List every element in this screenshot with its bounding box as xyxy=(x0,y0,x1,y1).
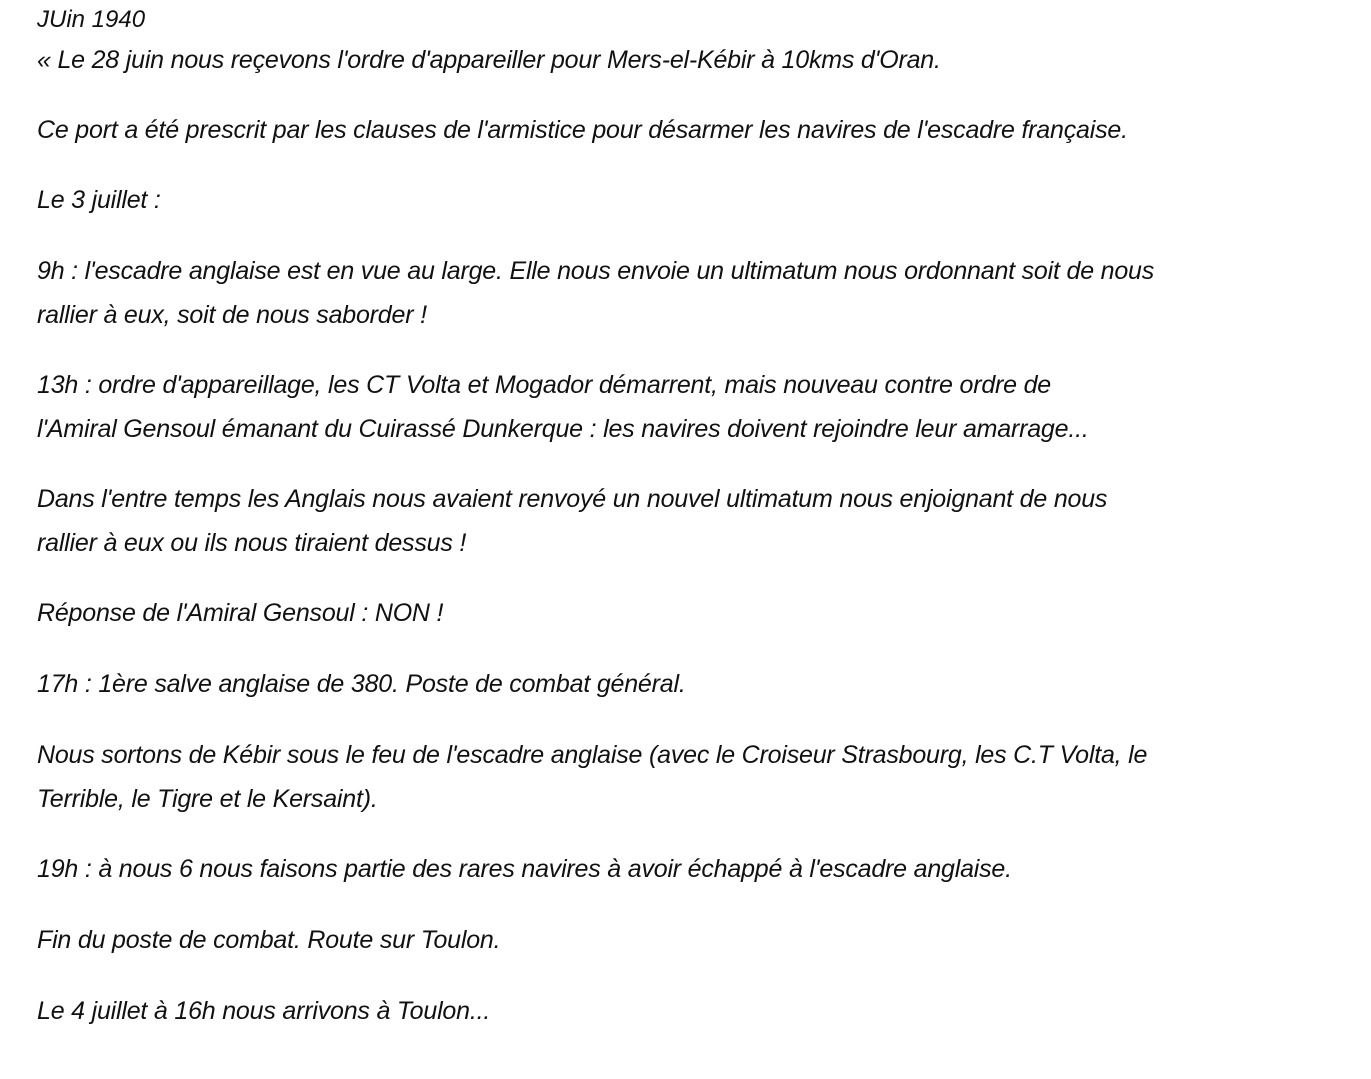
text-line: Fin du poste de combat. Route sur Toulon. xyxy=(37,926,501,954)
paragraph-17h xyxy=(37,662,686,706)
text-line: rallier à eux ou ils nous tiraient dessus ! xyxy=(37,529,467,557)
paragraph-sortie-kebir xyxy=(37,733,1147,821)
text-line: l'Amiral Gensoul émanant du Cuirassé Dunkerque : les navires doivent rejoindre leur amarrage... xyxy=(37,415,1089,443)
text-line: Ce port a été prescrit par les clauses de l'armistice pour désarmer les navires de l'escadre française. xyxy=(37,116,1128,144)
text-line: Dans l'entre temps les Anglais nous avaient renvoyé un nouvel ultimatum nous enjoignant de nous xyxy=(37,485,1108,513)
text-line: 17h : 1ère salve anglaise de 380. Poste de combat général. xyxy=(37,670,686,698)
text-line: Le 3 juillet : xyxy=(37,186,161,214)
paragraph-9h xyxy=(37,249,1154,337)
paragraph-order xyxy=(37,38,941,82)
text-line: rallier à eux, soit de nous saborder ! xyxy=(37,301,427,329)
paragraph-date-3-juillet xyxy=(37,178,161,222)
paragraph-13h xyxy=(37,363,1089,451)
paragraph-fin-combat xyxy=(37,918,500,962)
text-line: Le 4 juillet à 16h nous arrivons à Toulon... xyxy=(37,997,491,1025)
text-line: 19h : à nous 6 nous faisons partie des rares navires à avoir échappé à l'escadre anglaise. xyxy=(37,855,1012,883)
document-heading: JUin 1940 xyxy=(37,6,146,33)
text-line: Nous sortons de Kébir sous le feu de l'escadre anglaise (avec le Croiseur Strasbourg, les C.T Volta, le xyxy=(37,741,1148,769)
paragraph-armistice xyxy=(37,108,1128,152)
paragraph-reponse xyxy=(37,591,443,635)
text-line: 9h : l'escadre anglaise est en vue au large. Elle nous envoie un ultimatum nous ordonnant soit de nous xyxy=(37,257,1155,285)
text-line: 13h : ordre d'appareillage, les CT Volta et Mogador démarrent, mais nouveau contre ordre de xyxy=(37,371,1052,399)
paragraph-19h xyxy=(37,847,1012,891)
text-line: « Le 28 juin nous reçevons l'ordre d'appareiller pour Mers-el-Kébir à 10kms d'Oran. xyxy=(37,46,941,74)
paragraph-second-ultimatum xyxy=(37,477,1107,565)
paragraph-arrivee-toulon xyxy=(37,989,490,1033)
text-line: Réponse de l'Amiral Gensoul : NON ! xyxy=(37,599,444,627)
text-line: Terrible, le Tigre et le Kersaint). xyxy=(37,785,378,813)
